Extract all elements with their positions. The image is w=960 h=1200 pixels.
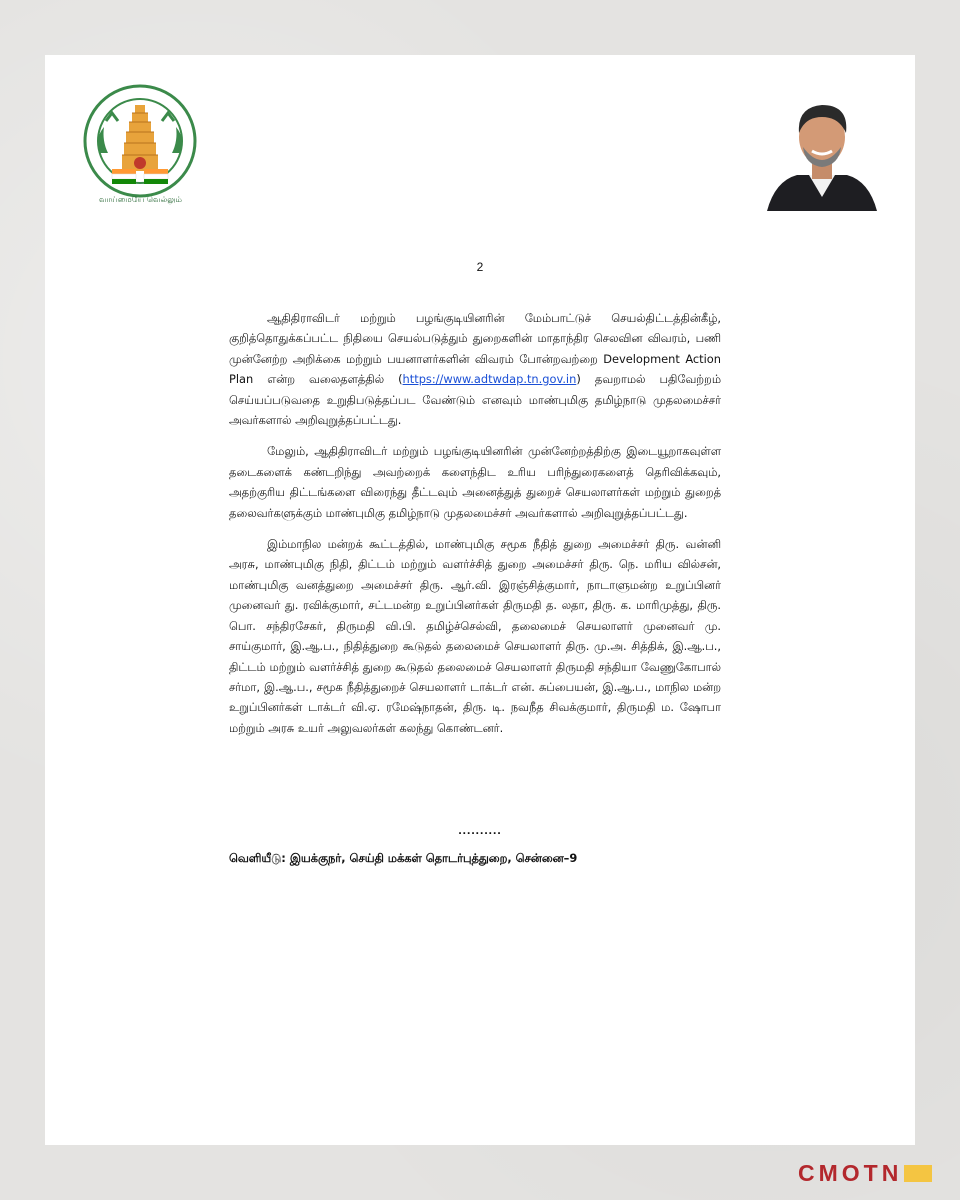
portrait-photo [767, 93, 877, 211]
press-release-page [45, 55, 915, 1145]
paragraph-2: மேலும், ஆதிதிராவிடர் மற்றும் பழங்குடியினரின் முன்னேற்றத்திற்கு இடையூறாகவுள்ள தடைகளைக் கண்டறிந்து அவற்றைக் களைந்திட உரிய பரிந்துரைகளைத் தெரிவிக்கவும், அதற்குரிய திட்டங்களை விரைந்து தீட்டவும் அனைத்துத் துறைச் செயலாளர்கள் மற்றும் துறைத் தலைவர்களுக்கும் மாண்புமிகு தமிழ்நாடு முதலமைச்சர் அவர்களால் அறிவுறுத்தப்பட்டது. [229, 444, 721, 520]
separator-dots: .......... [458, 823, 502, 837]
tamil-nadu-emblem [78, 83, 203, 211]
page-number: 2 [476, 260, 484, 274]
paragraph-1 [229, 308, 721, 430]
paragraph-1-text: ஆதிதிராவிடர் மற்றும் பழங்குடியினரின் மேம்பாட்டுச் செயல்திட்டத்தின்கீழ், குறித்தொதுக்கப்பட்ட நிதியை செயல்படுத்தும் துறைகளின் மாதாந்திர செலவின விவரம், பணி முன்னேற்ற அறிக்கை மற்றும் பயனாளர்களின் விவரம் போன்றவற்றை Development Action Plan என்ற வலைதளத்தில் ( [229, 311, 721, 387]
brand-logo-text: CMOTN [798, 1160, 903, 1186]
body-text [229, 308, 721, 749]
brand-accent-bar [904, 1165, 932, 1182]
paragraph-1-text-end: ) தவறாமல் பதிவேற்றம் செய்யப்படுவதை உறுதிபடுத்தப்பட வேண்டும் எனவும் மாண்புமிகு தமிழ்நாடு முதலமைச்சர் அவர்களால் அறிவுறுத்தப்பட்டது. [229, 372, 721, 428]
cmotn-brand [798, 1160, 932, 1186]
release-footer: வெளியீடு: இயக்குநர், செய்தி மக்கள் தொடர்புத்துறை, சென்னை–9 [229, 851, 578, 865]
paragraph-3: இம்மாநில மன்றக் கூட்டத்தில், மாண்புமிகு சமூக நீதித் துறை அமைச்சர் திரு. வன்னி அரசு, மாண்புமிகு நிதி, திட்டம் மற்றும் வளர்ச்சித் துறை அமைச்சர் திரு. நெ. மரிய வில்சன், மாண்புமிகு வனத்துறை அமைச்சர் திரு. ஆர்.வி. இரஞ்சித்குமார், நாடாளுமன்ற உறுப்பினர் முனைவர் து. ரவிக்குமார், சட்டமன்ற உறுப்பினர்கள் திருமதி த. லதா, திரு. க. மாரிமுத்து, திரு. பொ. சந்திரசேகர், திருமதி வி.பி. தமிழ்ச்செல்வி, தலைமைச் செயலாளர் முனைவர் மு. சாய்குமார், இ.ஆ.ப., நிதித்துறை கூடுதல் தலைமைச் செயலாளர் திரு. மு.அ. சித்திக், இ.ஆ.ப., திட்டம் மற்றும் வளர்ச்சித் துறை கூடுதல் தலைமைச் செயலாளர் திருமதி சந்தியா வேணுகோபால் சர்மா, இ.ஆ.ப., சமூக நீதித்துறைச் செயலாளர் டாக்டர் என். சுப்பையன், இ.ஆ.ப., மாநில மன்ற உறுப்பினர்கள் டாக்டர் வி.ஏ. ரமேஷ்நாதன், திரு. டி. நவநீத சிவக்குமார், திருமதி ம. ஷோபா மற்றும் அரசு உயர் அலுவலர்கள் கலந்து கொண்டனர். [229, 537, 721, 735]
website-link[interactable]: https://www.adtwdap.tn.gov.in [402, 372, 577, 387]
emblem-motto: வாய்மையே வெல்லும் [99, 195, 182, 204]
